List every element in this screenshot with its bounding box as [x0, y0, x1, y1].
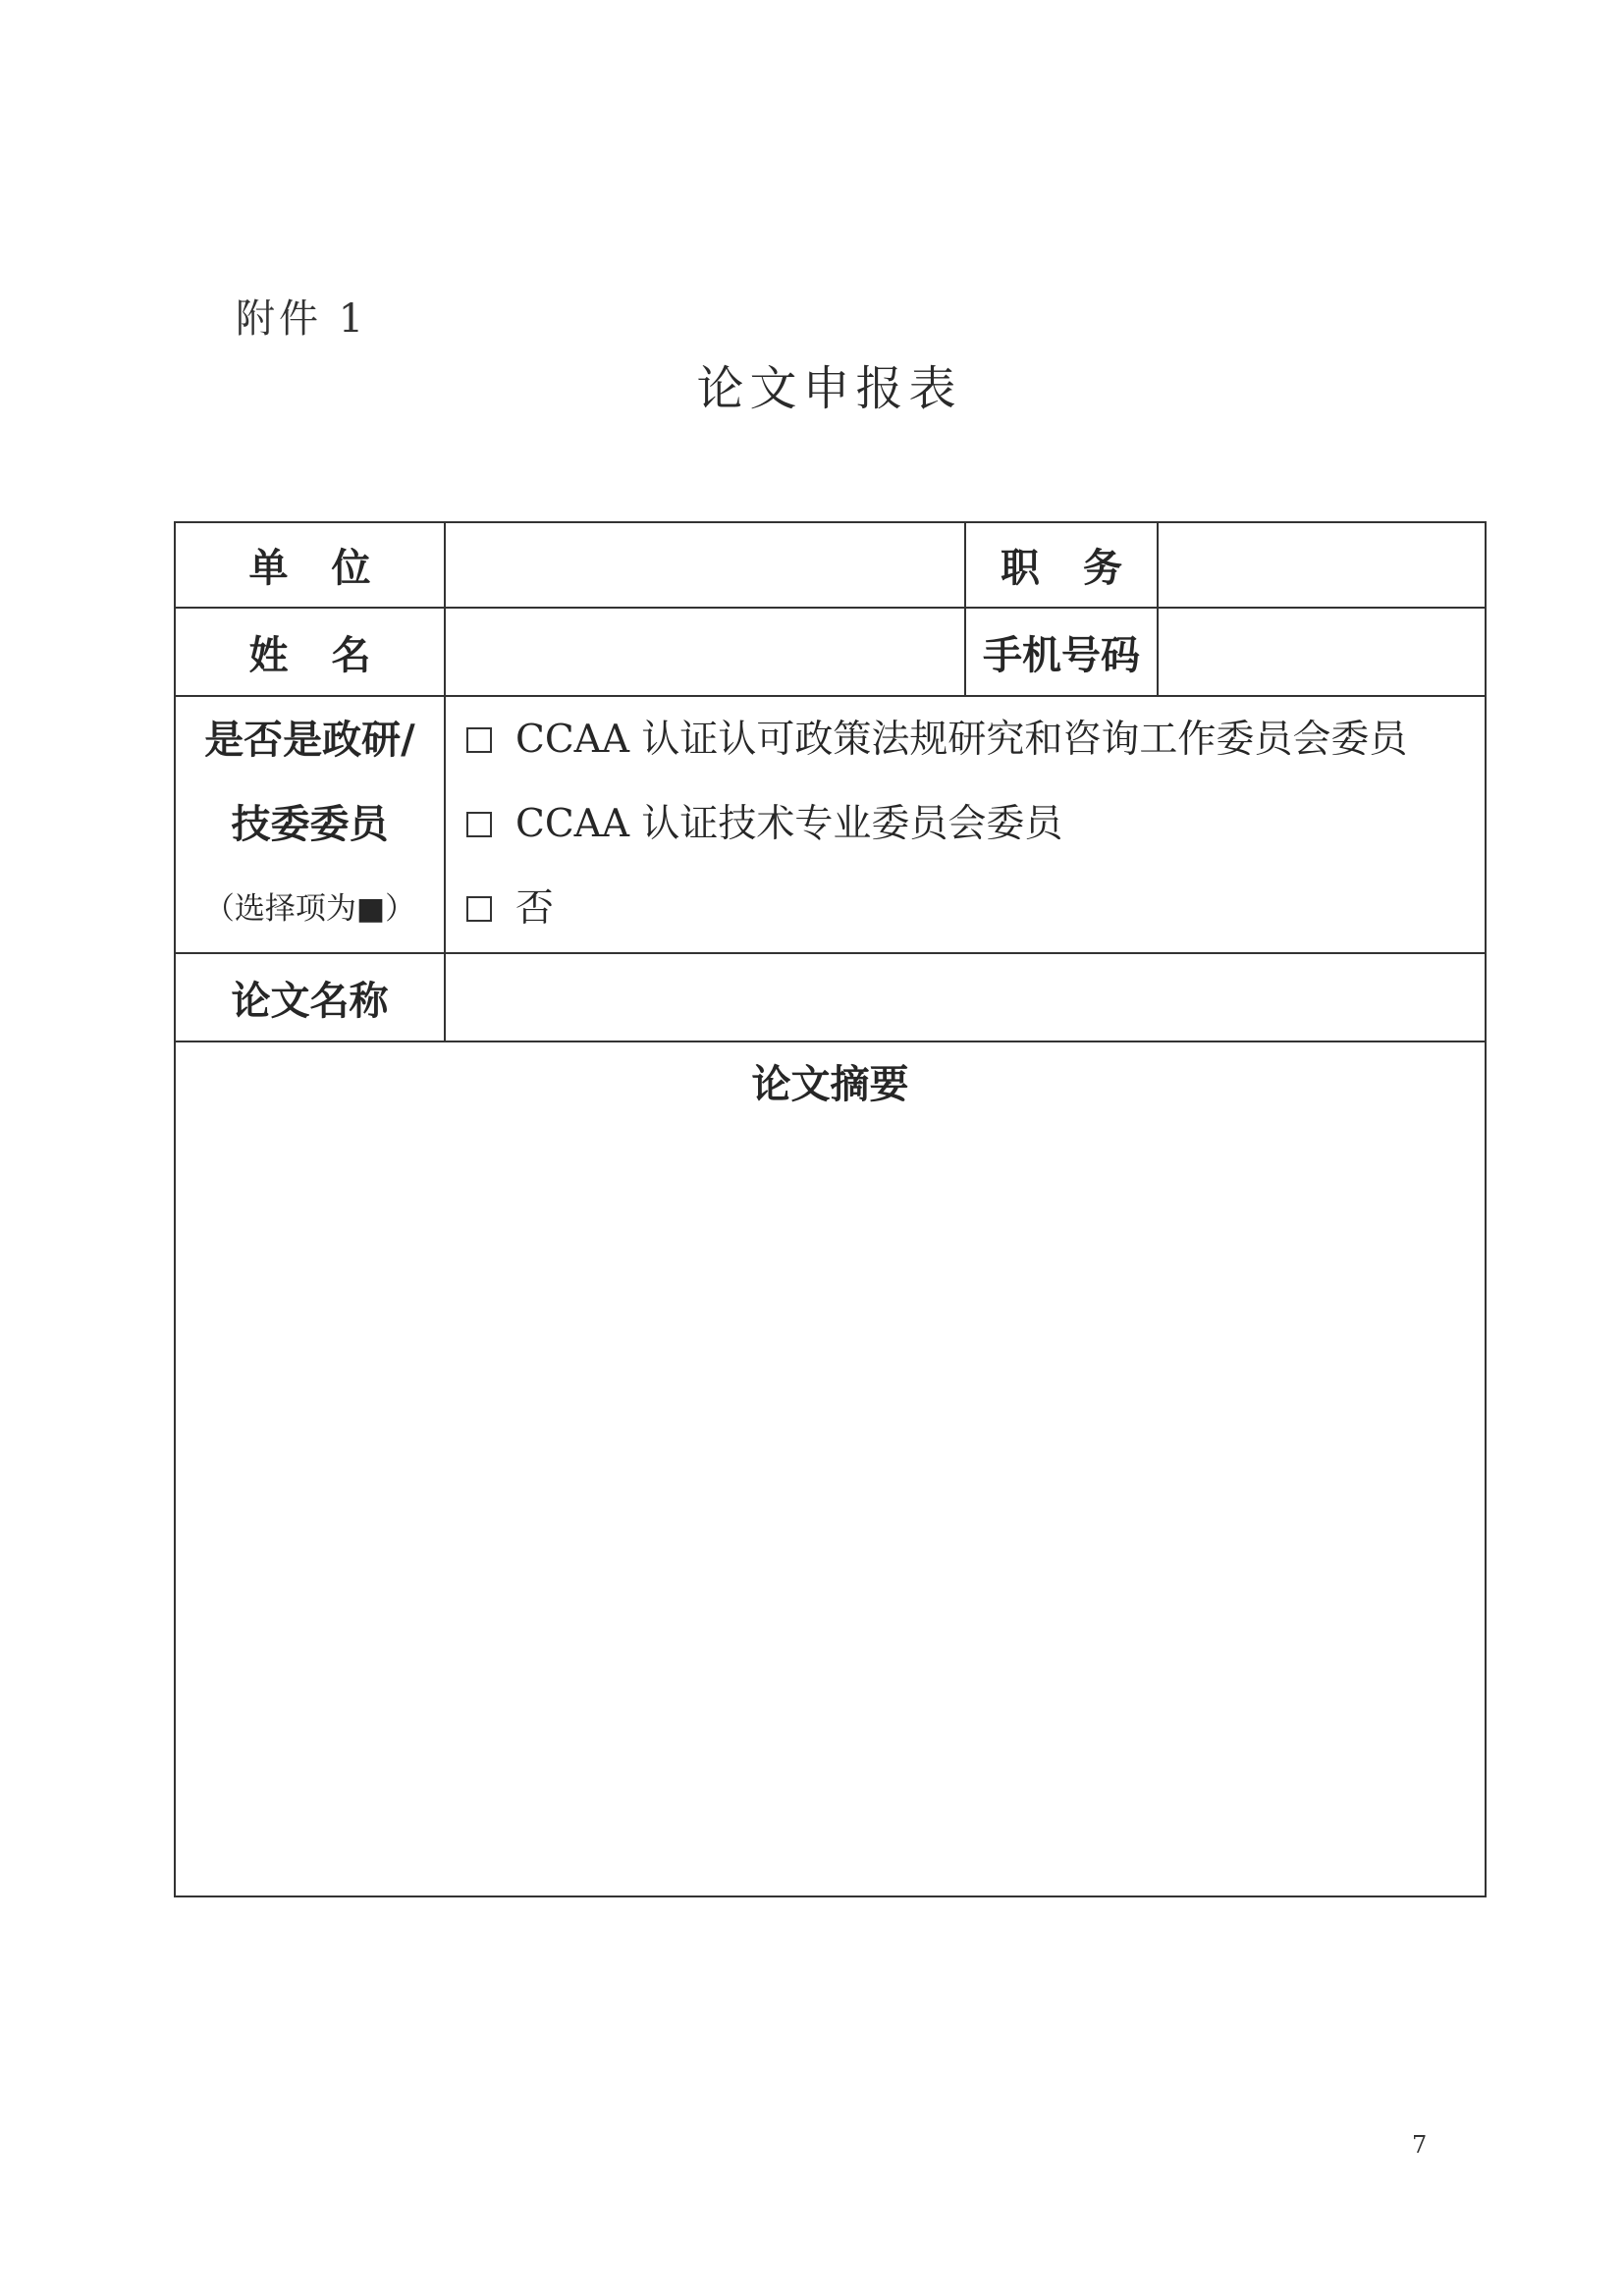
name-value-cell	[445, 608, 965, 696]
member-question-cell	[175, 696, 445, 953]
option-item	[446, 698, 1485, 782]
application-form-table	[174, 521, 1487, 1897]
table-row	[175, 522, 1486, 608]
member-question-hint: （选择项为■）	[203, 891, 416, 927]
checkbox	[466, 727, 492, 753]
table-row	[175, 608, 1486, 696]
phone-value-cell	[1158, 608, 1486, 696]
abstract-label: 论文摘要	[751, 1061, 909, 1107]
unit-label-cell	[175, 522, 445, 608]
member-question	[176, 698, 444, 951]
member-question-line1: 是否是政研/	[204, 717, 415, 763]
paper-name-label-cell	[175, 953, 445, 1041]
table-row	[175, 1041, 1486, 1896]
member-question-line2: 技委委员	[231, 801, 389, 847]
table-row	[175, 953, 1486, 1041]
name-label: 姓 名	[248, 631, 371, 678]
form-title: 论文申报表	[696, 361, 962, 416]
member-options-cell	[445, 696, 1486, 953]
paper-name-label: 论文名称	[231, 977, 389, 1024]
phone-label: 手机号码	[983, 631, 1140, 678]
paper-name-value-cell	[445, 953, 1486, 1041]
position-label: 职 务	[1001, 545, 1122, 591]
position-label-cell	[965, 522, 1158, 608]
phone-label-cell	[965, 608, 1158, 696]
option-item	[446, 782, 1485, 867]
option-label: CCAA 认证认可政策法规研究和咨询工作委员会委员	[515, 718, 1408, 762]
name-label-cell	[175, 608, 445, 696]
option-label: CCAA 认证技术专业委员会委员	[515, 802, 1063, 846]
option-item	[446, 867, 1485, 951]
position-value-cell	[1158, 522, 1486, 608]
attachment-label: 附件 1	[236, 296, 368, 342]
unit-value-cell	[445, 522, 965, 608]
option-label: 否	[515, 886, 555, 931]
unit-label: 单 位	[248, 545, 371, 591]
abstract-cell	[175, 1041, 1486, 1896]
member-options	[446, 698, 1485, 951]
checkbox	[466, 812, 492, 837]
page-number: 7	[1412, 2131, 1428, 2159]
checkbox	[466, 896, 492, 922]
table-row	[175, 696, 1486, 953]
